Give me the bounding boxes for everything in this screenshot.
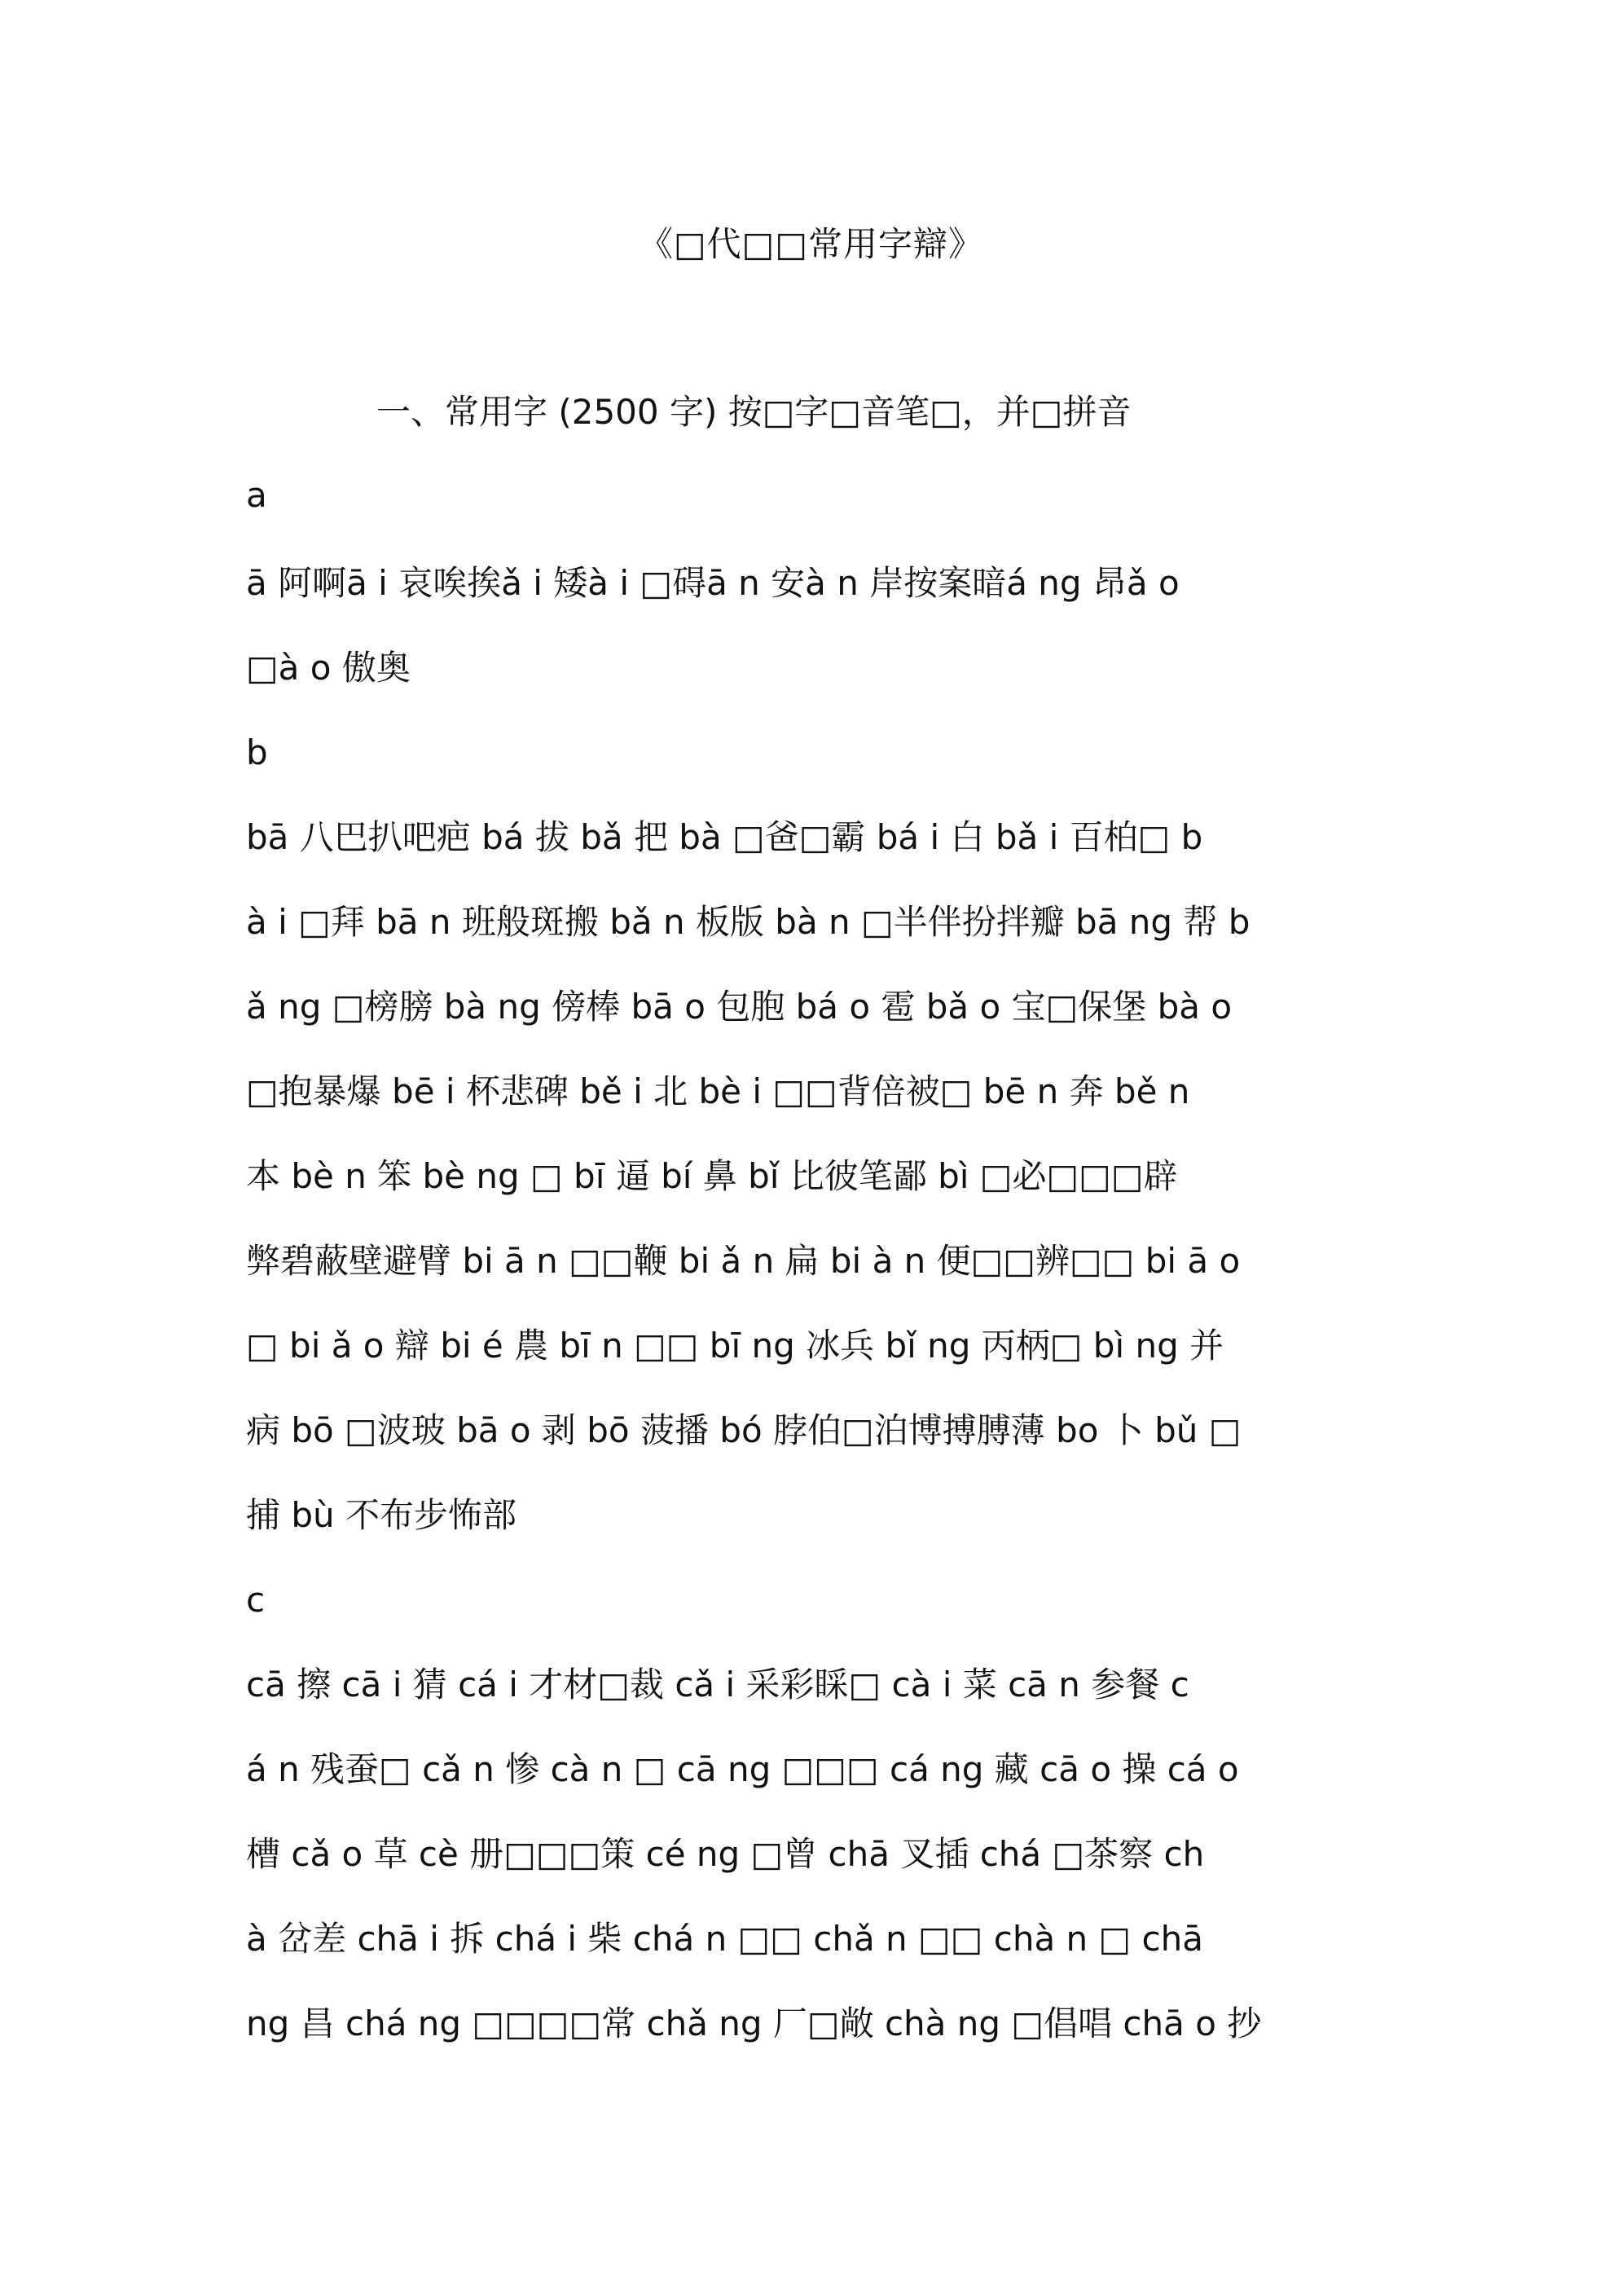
pinyin-line: à i □拜 bā n 班般斑搬 bǎ n 板版 bà n □半伴扮拌瓣 bā ng 帮 b	[246, 902, 1251, 942]
pinyin-line: 弊碧蔽壁避臂 bi ā n □□鞭 bi ǎ n 扁 bi à n 便□□辨□□ bi ā o	[246, 1241, 1241, 1281]
letter-heading-a: a	[246, 475, 267, 515]
pinyin-line: á n 残蚕□ cǎ n 惨 cà n □ cā ng □□□ cá ng 藏 cā o 操 cá o	[246, 1749, 1239, 1789]
pinyin-line: 病 bō □波玻 bā o 剥 bō 菠播 bó 脖伯□泊博搏膊薄 bo 卜 bǔ □	[246, 1410, 1242, 1450]
pinyin-line: □ bi ǎ o 辯 bi é 農 bī n □□ bī ng 冰兵 bǐ ng 丙柄□ bì ng 并	[246, 1326, 1224, 1366]
document-title: 《□代□□常用字辯》	[638, 224, 984, 264]
pinyin-line: cā 擦 cā i 猜 cá i 才材□裁 cǎ i 采彩睬□ cà i 菜 cā n 参餐 c	[246, 1665, 1189, 1704]
pinyin-line: 捕 bù 不布步怖部	[246, 1495, 516, 1535]
pinyin-line: bā 八巴扒吧疤 bá 拔 bǎ 把 bà □爸□霸 bá i 白 bǎ i 百柏□ b	[246, 817, 1203, 857]
pinyin-line: ā 阿啊ā i 哀唉挨ǎ i 矮à i □碍ā n 安à n 岸按案暗á ng 昂ǎ o	[246, 563, 1180, 603]
pinyin-line: à 岔差 chā i 拆 chá i 柴 chá n □□ chǎ n □□ chà n □ chā	[246, 1919, 1203, 1959]
letter-heading-b: b	[246, 732, 268, 772]
pinyin-line: ng 昌 chá ng □□□□常 chǎ ng 厂□敞 chà ng □倡唱 chā o 抄	[246, 2004, 1262, 2043]
pinyin-line: 槽 cǎ o 草 cè 册□□□策 cé ng □曾 chā 叉插 chá □茶察 ch	[246, 1834, 1205, 1874]
pinyin-line: □抱暴爆 bē i 杯悲碑 bě i 北 bè i □□背倍被□ bē n 奔 bě n	[246, 1071, 1190, 1111]
pinyin-line: 本 bè n 笨 bè ng □ bī 逼 bí 鼻 bǐ 比彼笔鄙 bì □必□□□辟	[246, 1156, 1178, 1196]
letter-heading-c: c	[246, 1580, 266, 1620]
pinyin-line: ǎ ng □榜膀 bà ng 傍棒 bā o 包胞 bá o 雹 bǎ o 宝□保堡 bà o	[246, 987, 1233, 1027]
pinyin-line: □à o 傲奥	[246, 648, 411, 688]
section-heading: 一、常用字 (2500 字) 按□字□音笔□，并□拼音	[376, 392, 1132, 432]
